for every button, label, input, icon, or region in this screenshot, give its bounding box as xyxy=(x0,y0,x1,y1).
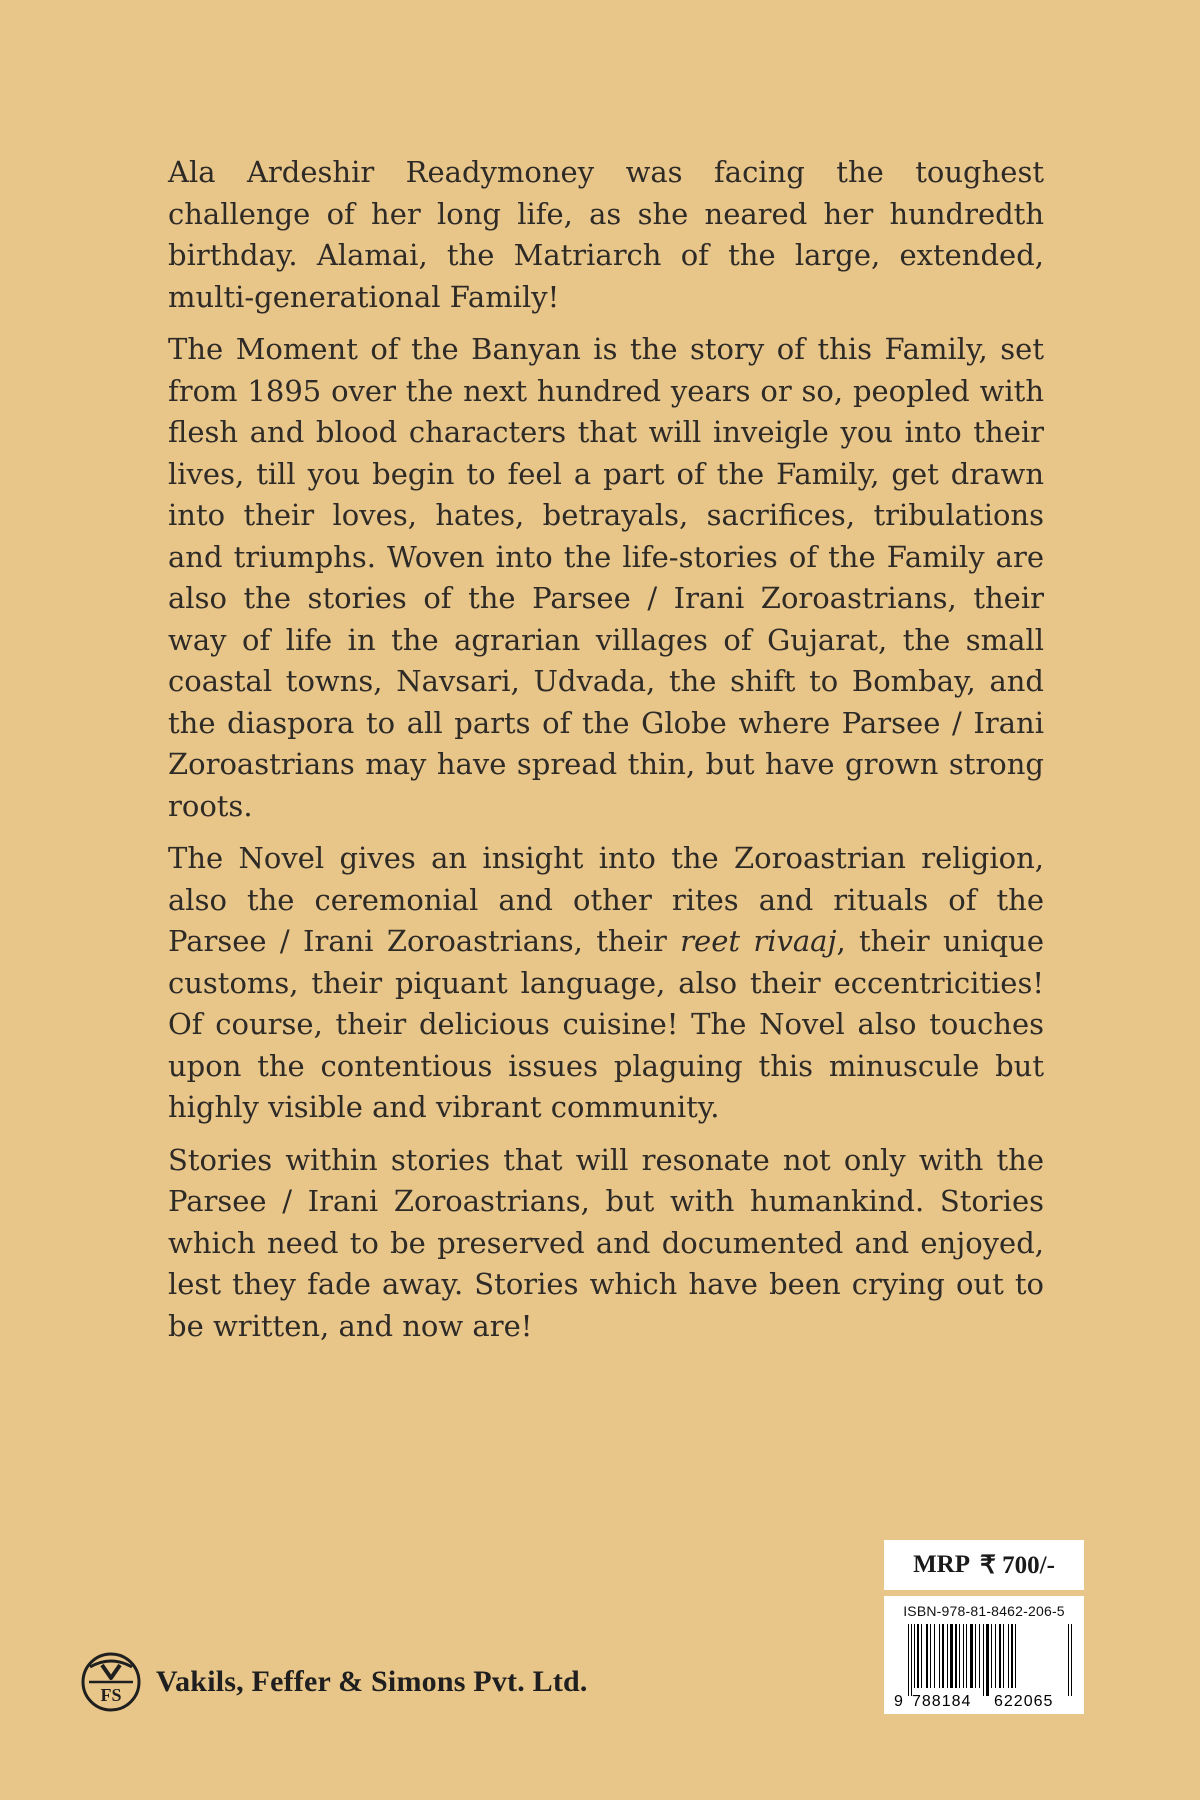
barcode-bar xyxy=(914,1624,915,1688)
barcode-bar xyxy=(1003,1624,1004,1688)
barcode-bar xyxy=(979,1624,980,1688)
barcode-bar xyxy=(1011,1624,1013,1688)
blurb-paragraph-1: Ala Ardeshir Readymoney was facing the toughest challenge of her long life, as she neared her hundredth birthday. Alamai, the Matriarch of the large, extended, multi-generational Family! xyxy=(168,155,1044,314)
barcode-bar xyxy=(970,1624,973,1688)
barcode-bar xyxy=(1008,1624,1009,1688)
blurb-paragraph-2: The Moment of the Banyan is the story of this Family, set from 1895 over the next hundred years or so, peopled with flesh and blood characters that will inveigle you into their lives, till you begin to feel a part of the Family, get drawn into their loves, hates, betrayals, sacrifices, tribulations and triumphs. Woven into the life-stories of the Family are also the stories of the Parsee / Irani Zoroastrians, their way of life in the agrarian villages of Gujarat, the small coastal towns, Navsari, Udvada, the shift to Bombay, and the diaspora to all parts of the Globe where Parsee / Irani Zoroastrians may have spread thin, but have grown strong roots. xyxy=(168,332,1044,823)
blurb-paragraph-3-end: , their unique customs, their piquant language, also their eccentricities! Of course, their delicious cuisine! The Novel also touches upon the contentious issues plaguing this minuscule but highly visible and vibrant community. xyxy=(168,924,1045,1124)
barcode-bar xyxy=(975,1624,976,1688)
barcode-bar xyxy=(995,1624,996,1688)
barcode-bar xyxy=(991,1624,992,1688)
barcode-bar xyxy=(963,1624,964,1688)
barcode-guard-bar xyxy=(1068,1624,1069,1696)
mrp-label: MRP xyxy=(913,1551,970,1578)
barcode-bar xyxy=(955,1624,957,1688)
barcode-digit-first: 9 xyxy=(894,1693,903,1708)
blurb-paragraph-4: Stories within stories that will resonate not only with the Parsee / Irani Zoroastrians, but with humankind. Stories which need to be preserved and documented and enjoyed, lest they fade away. Stories which have been crying out to be written, and now are! xyxy=(168,1142,1044,1343)
barcode-bar xyxy=(917,1624,919,1688)
publisher-imprint xyxy=(80,1646,588,1718)
barcode-icon xyxy=(892,1624,1076,1708)
barcode-bar xyxy=(959,1624,960,1688)
publisher-logo-icon xyxy=(80,1651,142,1713)
barcode-digits-left: 788184 xyxy=(912,1693,972,1708)
barcode-bar xyxy=(999,1624,1001,1688)
price-label xyxy=(884,1540,1084,1590)
barcode-guard-bar xyxy=(908,1624,909,1696)
blurb-paragraph-3-start: The Novel gives an insight into the Zoroastrian religion, also the ceremonial and other rites and rituals of the Parsee / Irani Zoroastrians, their xyxy=(168,841,1044,958)
barcode-bar xyxy=(934,1624,935,1688)
barcode-bar xyxy=(926,1624,928,1688)
barcode-bar xyxy=(939,1624,940,1688)
barcode-guard-bar xyxy=(911,1624,912,1696)
barcode-bar xyxy=(986,1624,989,1696)
barcode-block xyxy=(884,1596,1084,1714)
svg-text:FS: FS xyxy=(100,1685,122,1705)
barcode-bar xyxy=(921,1624,922,1688)
isbn-text: ISBN-978-81-8462-206-5 xyxy=(903,1603,1065,1619)
barcode-bar xyxy=(966,1624,967,1688)
barcode-bar xyxy=(942,1624,944,1688)
mrp-amount: ₹ 700/- xyxy=(979,1552,1055,1579)
barcode-bar xyxy=(947,1624,948,1688)
publisher-name: Vakils, Feffer & Simons Pvt. Ltd. xyxy=(156,1665,588,1698)
barcode-bar xyxy=(950,1624,953,1688)
blurb-italic-term: reet rivaaj xyxy=(680,924,837,958)
blurb-text xyxy=(168,152,1044,1358)
barcode-bar xyxy=(930,1624,931,1688)
blurb-paragraph-3 xyxy=(168,838,1044,1129)
barcode-bar xyxy=(1015,1624,1016,1688)
barcode-bar xyxy=(983,1624,984,1696)
barcode-digits-right: 622065 xyxy=(994,1693,1054,1708)
barcode-guard-bar xyxy=(1071,1624,1072,1696)
